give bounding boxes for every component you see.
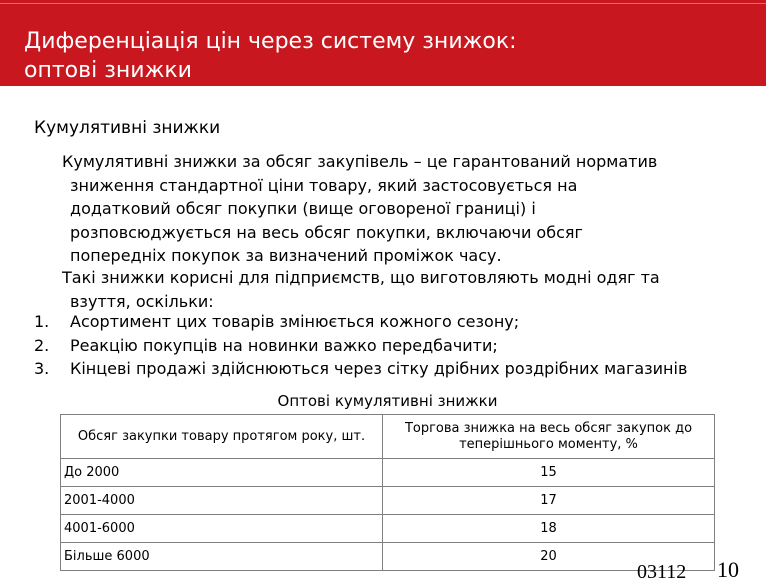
footer-code: 03112 (637, 561, 687, 583)
cell-range: Більше 6000 (61, 543, 383, 571)
slide-title-line-1: Диференціація цін через систему знижок: (24, 29, 517, 54)
list-number: 3. (34, 359, 50, 378)
column-header-volume: Обсяг закупки товару протягом року, шт. (61, 415, 383, 459)
list-text: Реакцію покупців на новинки важко передбачити; (70, 335, 498, 355)
paragraph-line: попередніх покупок за визначений проміжок часу. (70, 246, 502, 265)
list-number: 2. (34, 335, 50, 355)
slide-title-line-2: оптові знижки (24, 58, 192, 83)
table-caption: Оптові кумулятивні знижки (277, 392, 498, 410)
list-item (34, 357, 734, 381)
paragraph-line: зниження стандартної ціни товару, який застосовується на (70, 175, 578, 195)
list-text: Асортимент цих товарів змінюється кожного сезону; (70, 312, 520, 331)
reasons-list (34, 310, 734, 381)
discount-table (60, 414, 715, 571)
title-bar-accent-line (0, 3, 766, 4)
list-item (34, 310, 734, 334)
paragraph-line: Кумулятивні знижки за обсяг закупівель – це гарантований норматив (62, 152, 658, 171)
table-row (61, 543, 715, 571)
section-heading: Кумулятивні знижки (34, 118, 221, 138)
cell-discount: 20 (383, 543, 715, 571)
definition-paragraph (62, 150, 752, 268)
paragraph-line: розповсюджується на весь обсяг покупки, включаючи обсяг (70, 222, 583, 242)
cell-discount: 15 (383, 459, 715, 487)
table-header-row (61, 415, 715, 459)
cell-range: До 2000 (61, 459, 383, 487)
slide-title (24, 27, 517, 85)
paragraph-line: взуття, оскільки: (70, 291, 214, 311)
paragraph-line: додатковий обсяг покупки (вище оговореної границі) і (70, 199, 536, 218)
cell-discount: 18 (383, 515, 715, 543)
list-text: Кінцеві продажі здійснюються через сітку дрібних роздрібних магазинів (70, 359, 688, 378)
title-bar (0, 0, 766, 86)
table-row (61, 487, 715, 515)
list-number: 1. (34, 312, 50, 331)
page-number: 10 (717, 557, 739, 582)
usefulness-paragraph (62, 266, 752, 313)
table-row (61, 459, 715, 487)
cell-discount: 17 (383, 487, 715, 515)
cell-range: 2001-4000 (61, 487, 383, 515)
column-header-discount: Торгова знижка на весь обсяг закупок до теперішнього моменту, % (383, 415, 715, 459)
table-row (61, 515, 715, 543)
list-item (34, 334, 734, 358)
cell-range: 4001-6000 (61, 515, 383, 543)
paragraph-line: Такі знижки корисні для підприємств, що виготовляють модні одяг та (62, 268, 660, 287)
